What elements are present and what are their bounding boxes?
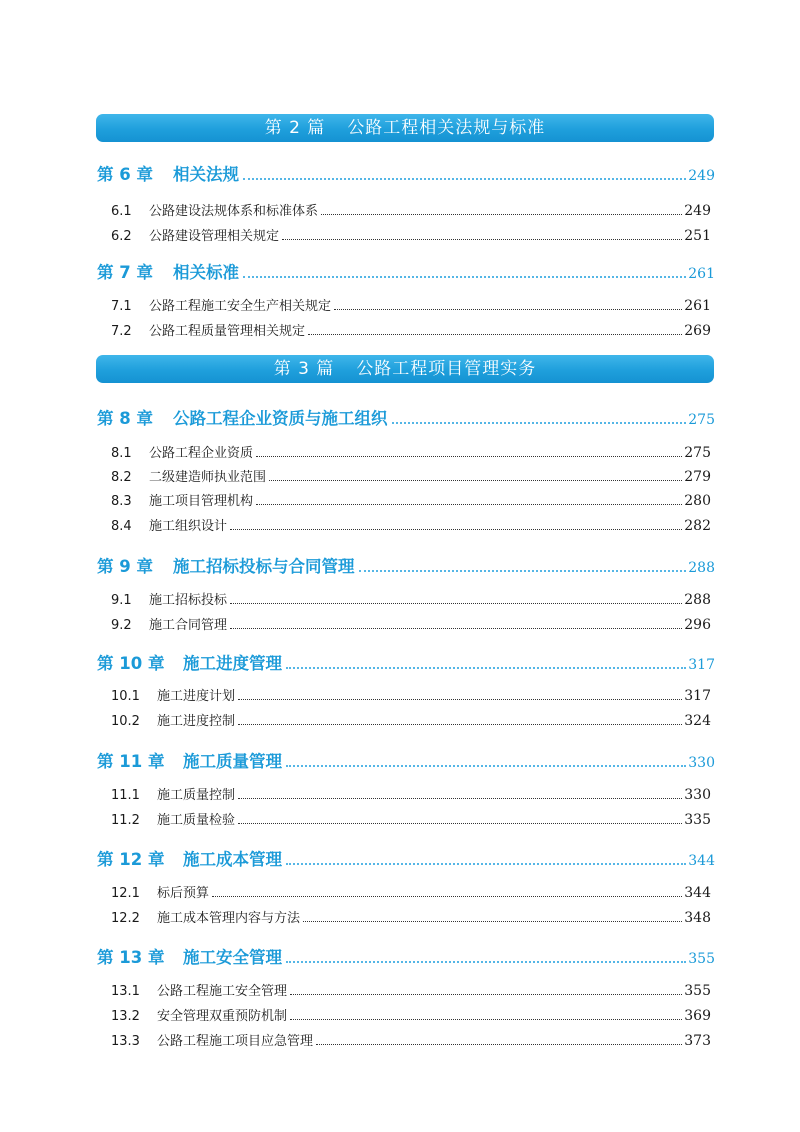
dot-leader xyxy=(256,504,682,505)
section-entry[interactable] xyxy=(111,882,711,902)
section-entry[interactable] xyxy=(111,200,711,220)
section-number: 8.2 xyxy=(111,470,132,485)
section-title: 二级建造师执业范围 xyxy=(149,470,267,485)
section-entry[interactable] xyxy=(111,295,711,315)
section-title: 安全管理双重预防机制 xyxy=(157,1009,288,1024)
section-page: 344 xyxy=(684,885,711,901)
dot-leader xyxy=(212,896,682,897)
section-entry[interactable] xyxy=(111,784,711,804)
section-title: 施工成本管理内容与方法 xyxy=(157,911,301,926)
dot-leader xyxy=(321,214,682,215)
section-number: 7.2 xyxy=(111,324,132,339)
dot-leader xyxy=(308,334,682,335)
section-title: 公路建设法规体系和标准体系 xyxy=(149,204,319,219)
chapter-number: 第 10 章 xyxy=(97,654,165,673)
chapter-entry[interactable] xyxy=(97,259,715,283)
section-number: 11.1 xyxy=(111,788,140,803)
chapter-number: 第 8 章 xyxy=(97,409,153,428)
section-page: 275 xyxy=(684,445,711,461)
dot-leader xyxy=(238,699,682,700)
chapter-entry[interactable] xyxy=(97,944,715,968)
section-number: 12.2 xyxy=(111,911,140,926)
section-title: 公路工程施工安全管理 xyxy=(157,984,288,999)
section-number: 10.1 xyxy=(111,689,140,704)
dot-leader xyxy=(290,994,682,995)
chapter-number: 第 9 章 xyxy=(97,557,153,576)
section-title: 施工质量控制 xyxy=(157,788,236,803)
section-number: 10.2 xyxy=(111,714,140,729)
section-number: 13.1 xyxy=(111,984,140,999)
part-banner xyxy=(96,114,714,142)
part-number: 第 3 篇 xyxy=(273,359,335,379)
section-page: 269 xyxy=(684,323,711,339)
chapter-title: 公路工程企业资质与施工组织 xyxy=(173,409,388,428)
section-entry[interactable] xyxy=(111,809,711,829)
section-title: 施工组织设计 xyxy=(149,519,228,534)
section-number: 13.2 xyxy=(111,1009,140,1024)
section-title: 施工进度计划 xyxy=(157,689,236,704)
part-title: 公路工程项目管理实务 xyxy=(356,359,537,379)
section-entry[interactable] xyxy=(111,589,711,609)
section-page: 330 xyxy=(684,787,711,803)
section-page: 296 xyxy=(684,617,711,633)
part-number: 第 2 篇 xyxy=(264,118,326,138)
dot-leader xyxy=(238,798,682,799)
section-page: 261 xyxy=(684,298,711,314)
chapter-page: 261 xyxy=(688,266,715,282)
section-entry[interactable] xyxy=(111,1005,711,1025)
section-title: 公路建设管理相关规定 xyxy=(149,229,280,244)
section-title: 施工进度控制 xyxy=(157,714,236,729)
chapter-number: 第 13 章 xyxy=(97,948,165,967)
dot-leader xyxy=(230,628,682,629)
section-number: 6.1 xyxy=(111,204,132,219)
section-title: 公路工程施工安全生产相关规定 xyxy=(149,299,332,314)
chapter-page: 275 xyxy=(688,412,715,428)
section-entry[interactable] xyxy=(111,466,711,486)
dot-leader xyxy=(256,456,682,457)
section-page: 324 xyxy=(684,713,711,729)
chapter-page: 344 xyxy=(688,853,715,869)
section-page: 373 xyxy=(684,1033,711,1049)
dot-leader xyxy=(238,724,682,725)
dot-leader xyxy=(286,667,686,669)
dot-leader xyxy=(392,422,687,424)
section-entry[interactable] xyxy=(111,1030,711,1050)
dot-leader xyxy=(243,276,686,278)
section-page: 288 xyxy=(684,592,711,608)
chapter-title: 施工质量管理 xyxy=(183,752,282,771)
section-entry[interactable] xyxy=(111,515,711,535)
section-entry[interactable] xyxy=(111,980,711,1000)
part-title: 公路工程相关法规与标准 xyxy=(347,118,546,138)
section-entry[interactable] xyxy=(111,710,711,730)
dot-leader xyxy=(286,765,686,767)
section-title: 施工招标投标 xyxy=(149,593,228,608)
dot-leader xyxy=(286,961,686,963)
section-entry[interactable] xyxy=(111,320,711,340)
section-number: 13.3 xyxy=(111,1034,140,1049)
dot-leader xyxy=(316,1044,682,1045)
section-number: 9.2 xyxy=(111,618,132,633)
section-title: 标后预算 xyxy=(157,886,210,901)
section-page: 317 xyxy=(684,688,711,704)
section-number: 12.1 xyxy=(111,886,140,901)
section-number: 6.2 xyxy=(111,229,132,244)
section-entry[interactable] xyxy=(111,907,711,927)
section-number: 8.4 xyxy=(111,519,132,534)
section-page: 251 xyxy=(684,228,711,244)
dot-leader xyxy=(230,529,682,530)
dot-leader xyxy=(303,921,682,922)
section-title: 公路工程企业资质 xyxy=(149,446,254,461)
dot-leader xyxy=(230,603,682,604)
dot-leader xyxy=(238,823,682,824)
dot-leader xyxy=(334,309,682,310)
section-number: 9.1 xyxy=(111,593,132,608)
dot-leader xyxy=(282,239,682,240)
section-entry[interactable] xyxy=(111,442,711,462)
section-number: 8.3 xyxy=(111,494,132,509)
section-title: 施工项目管理机构 xyxy=(149,494,254,509)
section-page: 348 xyxy=(684,910,711,926)
chapter-title: 施工招标投标与合同管理 xyxy=(173,557,355,576)
section-title: 公路工程施工项目应急管理 xyxy=(157,1034,314,1049)
section-page: 355 xyxy=(684,983,711,999)
chapter-number: 第 6 章 xyxy=(97,165,153,184)
section-page: 249 xyxy=(684,203,711,219)
chapter-entry[interactable] xyxy=(97,405,715,429)
chapter-title: 相关标准 xyxy=(173,263,239,282)
chapter-title: 相关法规 xyxy=(173,165,239,184)
chapter-number: 第 11 章 xyxy=(97,752,165,771)
chapter-title: 施工成本管理 xyxy=(183,850,282,869)
section-title: 公路工程质量管理相关规定 xyxy=(149,324,306,339)
dot-leader xyxy=(359,570,687,572)
dot-leader xyxy=(243,178,686,180)
chapter-page: 288 xyxy=(688,560,715,576)
section-entry[interactable] xyxy=(111,225,711,245)
dot-leader xyxy=(286,863,686,865)
section-page: 369 xyxy=(684,1008,711,1024)
section-number: 7.1 xyxy=(111,299,132,314)
dot-leader xyxy=(290,1019,682,1020)
chapter-entry[interactable] xyxy=(97,553,715,577)
chapter-page: 355 xyxy=(688,951,715,967)
section-number: 11.2 xyxy=(111,813,140,828)
section-page: 280 xyxy=(684,493,711,509)
section-title: 施工合同管理 xyxy=(149,618,228,633)
section-entry[interactable] xyxy=(111,685,711,705)
section-page: 335 xyxy=(684,812,711,828)
section-entry[interactable] xyxy=(111,614,711,634)
chapter-number: 第 12 章 xyxy=(97,850,165,869)
section-page: 282 xyxy=(684,518,711,534)
chapter-number: 第 7 章 xyxy=(97,263,153,282)
section-page: 279 xyxy=(684,469,711,485)
chapter-title: 施工安全管理 xyxy=(183,948,282,967)
part-banner xyxy=(96,355,714,383)
chapter-entry[interactable] xyxy=(97,161,715,185)
chapter-entry[interactable] xyxy=(97,846,715,870)
chapter-page: 317 xyxy=(688,657,715,673)
chapter-entry[interactable] xyxy=(97,650,715,674)
chapter-title: 施工进度管理 xyxy=(183,654,282,673)
chapter-entry[interactable] xyxy=(97,748,715,772)
dot-leader xyxy=(269,480,682,481)
chapter-page: 330 xyxy=(688,755,715,771)
chapter-page: 249 xyxy=(688,168,715,184)
section-entry[interactable] xyxy=(111,490,711,510)
section-title: 施工质量检验 xyxy=(157,813,236,828)
section-number: 8.1 xyxy=(111,446,132,461)
